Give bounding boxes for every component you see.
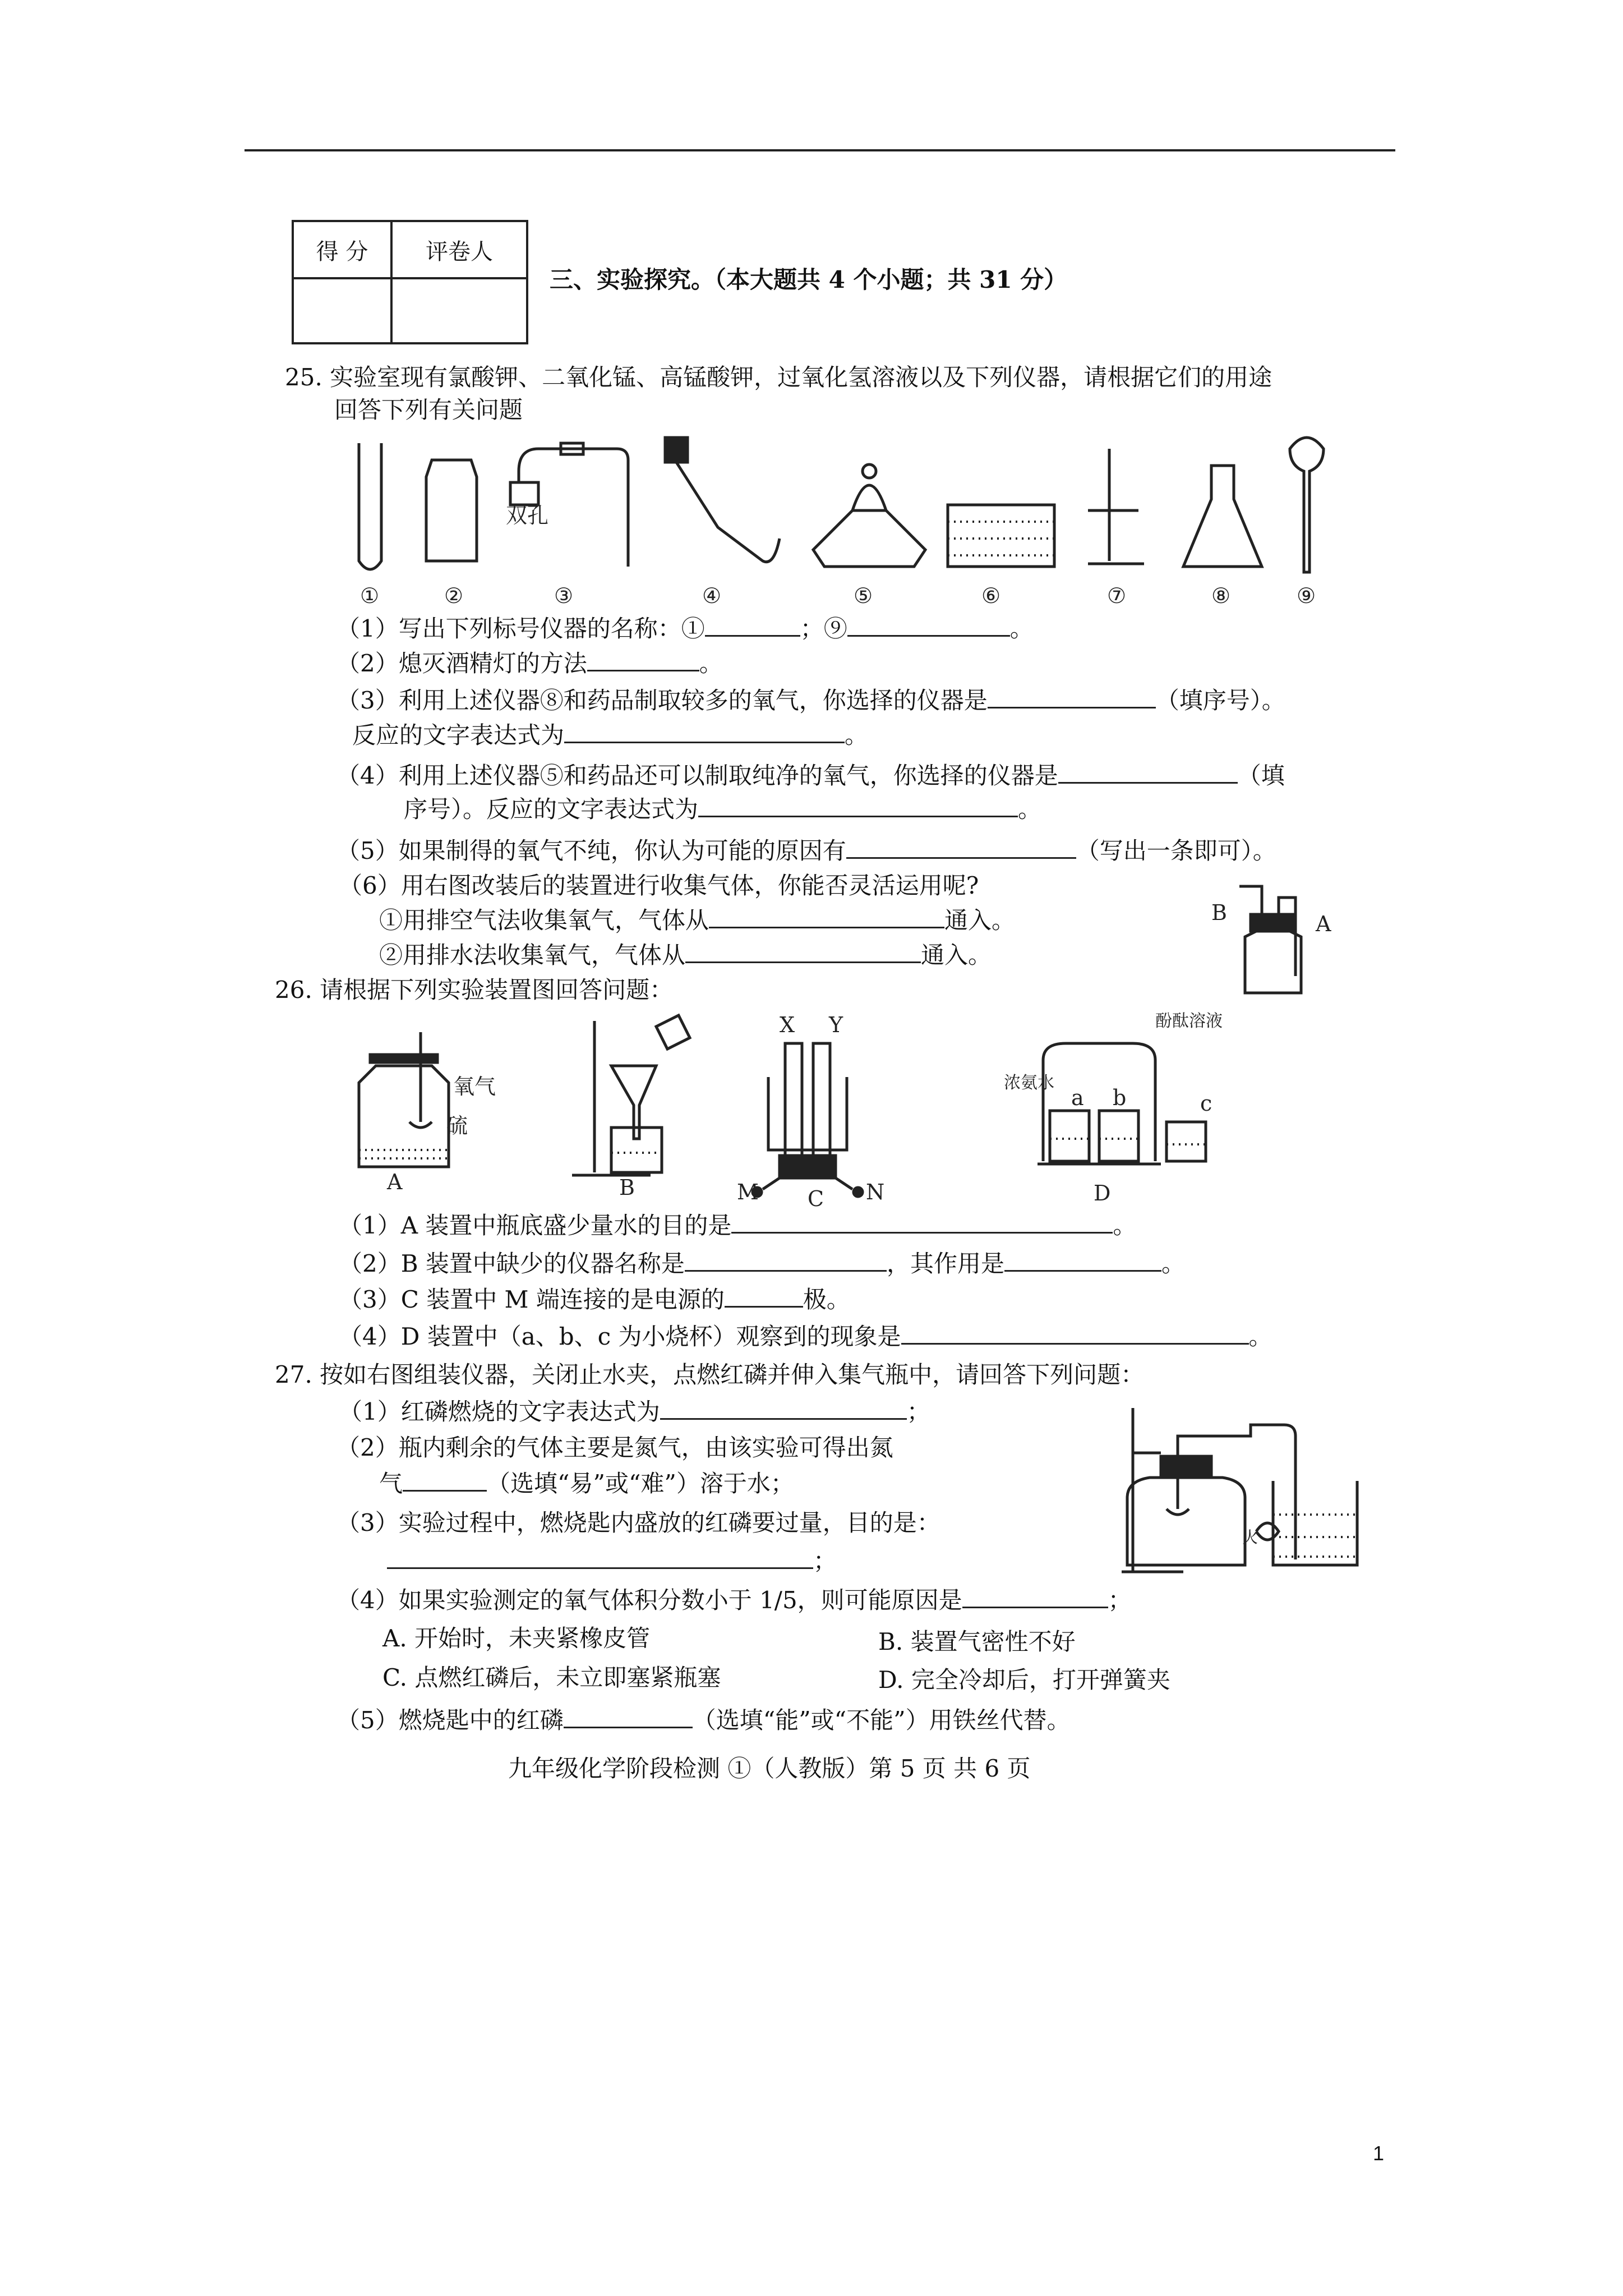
q27-p2-line2: 气 （选填“易”或“难”）溶于水； bbox=[379, 1470, 794, 1497]
d-note-phenol: 酚酞溶液 bbox=[1155, 1011, 1223, 1031]
q27-p4: （4）如果实验测定的氧气体积分数小于 1/5，则可能原因是 ； bbox=[336, 1586, 1132, 1614]
q25-apparatus-figure bbox=[336, 426, 1346, 611]
q27-p2: （2）瓶内剩余的气体主要是氮气，由该实验可得出氮 bbox=[336, 1434, 893, 1461]
q27-p1: （1）红磷燃烧的文字表达式为 ； bbox=[339, 1398, 930, 1425]
q25-p3: （3）利用上述仪器⑧和药品制取较多的氧气，你选择的仪器是 （填序号）。 bbox=[336, 687, 1285, 714]
q25-p3-line2: 反应的文字表达式为 。 bbox=[352, 721, 869, 749]
section-title: 三、实验探究。（本大题共 4 个小题；共 31 分） bbox=[550, 266, 1068, 293]
label-9: ⑨ bbox=[1297, 583, 1316, 608]
label-1: ① bbox=[360, 583, 380, 608]
page-number: 1 bbox=[1373, 2142, 1385, 2165]
q26-p1: （1）A 装置中瓶底盛少量水的目的是 。 bbox=[339, 1212, 1137, 1239]
q25-p2: （2）熄灭酒精灯的方法 。 bbox=[336, 650, 723, 677]
fig-d-label: D bbox=[1094, 1181, 1111, 1205]
label-2: ② bbox=[444, 583, 464, 608]
q26-p3: （3）C 装置中 M 端连接的是电源的 极。 bbox=[339, 1286, 850, 1313]
q25-p6b: ②用排水法收集氧气，气体从 通入。 bbox=[379, 941, 992, 969]
bent-tube-shape bbox=[676, 462, 780, 562]
q25-p4-line2: 序号）。反应的文字表达式为 。 bbox=[404, 795, 1042, 823]
a-note-oxygen: 氧气 bbox=[453, 1074, 496, 1099]
c-m-label: M bbox=[737, 1180, 759, 1204]
d-note-ammonia: 浓氨水 bbox=[1004, 1073, 1054, 1093]
label-5: ⑤ bbox=[854, 583, 873, 608]
d-c-label: c bbox=[1200, 1091, 1212, 1116]
test-tube-shape bbox=[359, 443, 381, 569]
q25-p6: （6）用右图改装后的装置进行收集气体，你能否灵活运用呢? bbox=[339, 872, 979, 899]
stopper-shape bbox=[510, 482, 538, 505]
q27-p3-line2: ； bbox=[387, 1546, 837, 1575]
fig-b-label: B bbox=[619, 1175, 635, 1200]
fig-b-label: B bbox=[1211, 900, 1227, 925]
d-a-label: a bbox=[1071, 1085, 1084, 1110]
fire-label: 火 bbox=[1242, 1528, 1258, 1547]
q25-p6a: ①用排空气法收集氧气，气体从 通入。 bbox=[379, 907, 1016, 934]
grader-cell bbox=[391, 278, 527, 343]
fig-c-label: C bbox=[808, 1186, 824, 1211]
funnel-shape bbox=[1290, 438, 1324, 572]
q25-stem-line2: 回答下列有关问题 bbox=[334, 396, 523, 424]
fig-a-label: A bbox=[1316, 912, 1331, 936]
score-table bbox=[292, 220, 528, 344]
grader-header: 评卷人 bbox=[391, 221, 527, 278]
q27-stem: 27. 按如右图组装仪器，关闭止水夹，点燃红磷并伸入集气瓶中，请回答下列问题： bbox=[275, 1361, 1145, 1388]
top-rule bbox=[245, 149, 1395, 151]
d-b-label: b bbox=[1113, 1085, 1127, 1110]
footer: 九年级化学阶段检测 ①（人教版）第 5 页 共 6 页 bbox=[508, 1755, 1031, 1782]
score-cell bbox=[293, 278, 391, 343]
c-n-label: N bbox=[866, 1180, 885, 1204]
alcohol-lamp-shape bbox=[813, 510, 925, 567]
q27-p3: （3）实验过程中，燃烧匙内盛放的红磷要过量，目的是： bbox=[336, 1509, 940, 1536]
gas-jar-shape bbox=[426, 460, 477, 561]
q27-option-c: C. 点燃红磷后，未立即塞紧瓶塞 bbox=[382, 1664, 721, 1691]
label-3: ③ bbox=[554, 583, 574, 608]
label-4: ④ bbox=[702, 583, 722, 608]
q26-apparatus-figure bbox=[348, 1010, 1223, 1212]
label-6: ⑥ bbox=[981, 583, 1001, 608]
q25-stem-line1: 25. 实验室现有氯酸钾、二氧化锰、高锰酸钾，过氧化氢溶液以及下列仪器，请根据它们的用途 bbox=[285, 364, 1272, 391]
q25-p4: （4）利用上述仪器⑤和药品还可以制取纯净的氧气，你选择的仪器是 （填 bbox=[336, 762, 1285, 789]
water-trough-shape bbox=[948, 505, 1054, 567]
score-header: 得 分 bbox=[293, 221, 391, 278]
a-note-sulfur: 硫 bbox=[446, 1114, 468, 1138]
c-y-label: Y bbox=[829, 1013, 843, 1037]
conical-flask-shape bbox=[1183, 466, 1262, 567]
q26-p4: （4）D 装置中（a、b、c 为小烧杯）观察到的现象是 。 bbox=[339, 1323, 1272, 1350]
label-8: ⑧ bbox=[1211, 583, 1231, 608]
q26-p2: （2）B 装置中缺少的仪器名称是 ，其作用是 。 bbox=[339, 1250, 1185, 1277]
q26-stem: 26. 请根据下列实验装置图回答问题： bbox=[275, 976, 674, 1004]
q25-p5: （5）如果制得的氧气不纯，你认为可能的原因有 （写出一条即可）。 bbox=[336, 837, 1276, 864]
gas-bottle-figure bbox=[1206, 875, 1352, 999]
c-x-label: X bbox=[780, 1013, 795, 1037]
q27-option-b: B. 装置气密性不好 bbox=[878, 1628, 1076, 1655]
label3-note: 双孔 bbox=[506, 503, 549, 528]
fig-a-label: A bbox=[387, 1170, 403, 1194]
label-7: ⑦ bbox=[1107, 583, 1127, 608]
q27-p5: （5）燃烧匙中的红磷 （选填“能”或“不能”）用铁丝代替。 bbox=[336, 1706, 1071, 1734]
q27-option-d: D. 完全冷却后，打开弹簧夹 bbox=[878, 1666, 1170, 1694]
q27-apparatus-figure bbox=[1116, 1402, 1363, 1576]
q25-p1: （1）写出下列标号仪器的名称：① ；⑨ 。 bbox=[336, 615, 1034, 642]
q27-option-a: A. 开始时，未夹紧橡皮管 bbox=[382, 1625, 651, 1652]
